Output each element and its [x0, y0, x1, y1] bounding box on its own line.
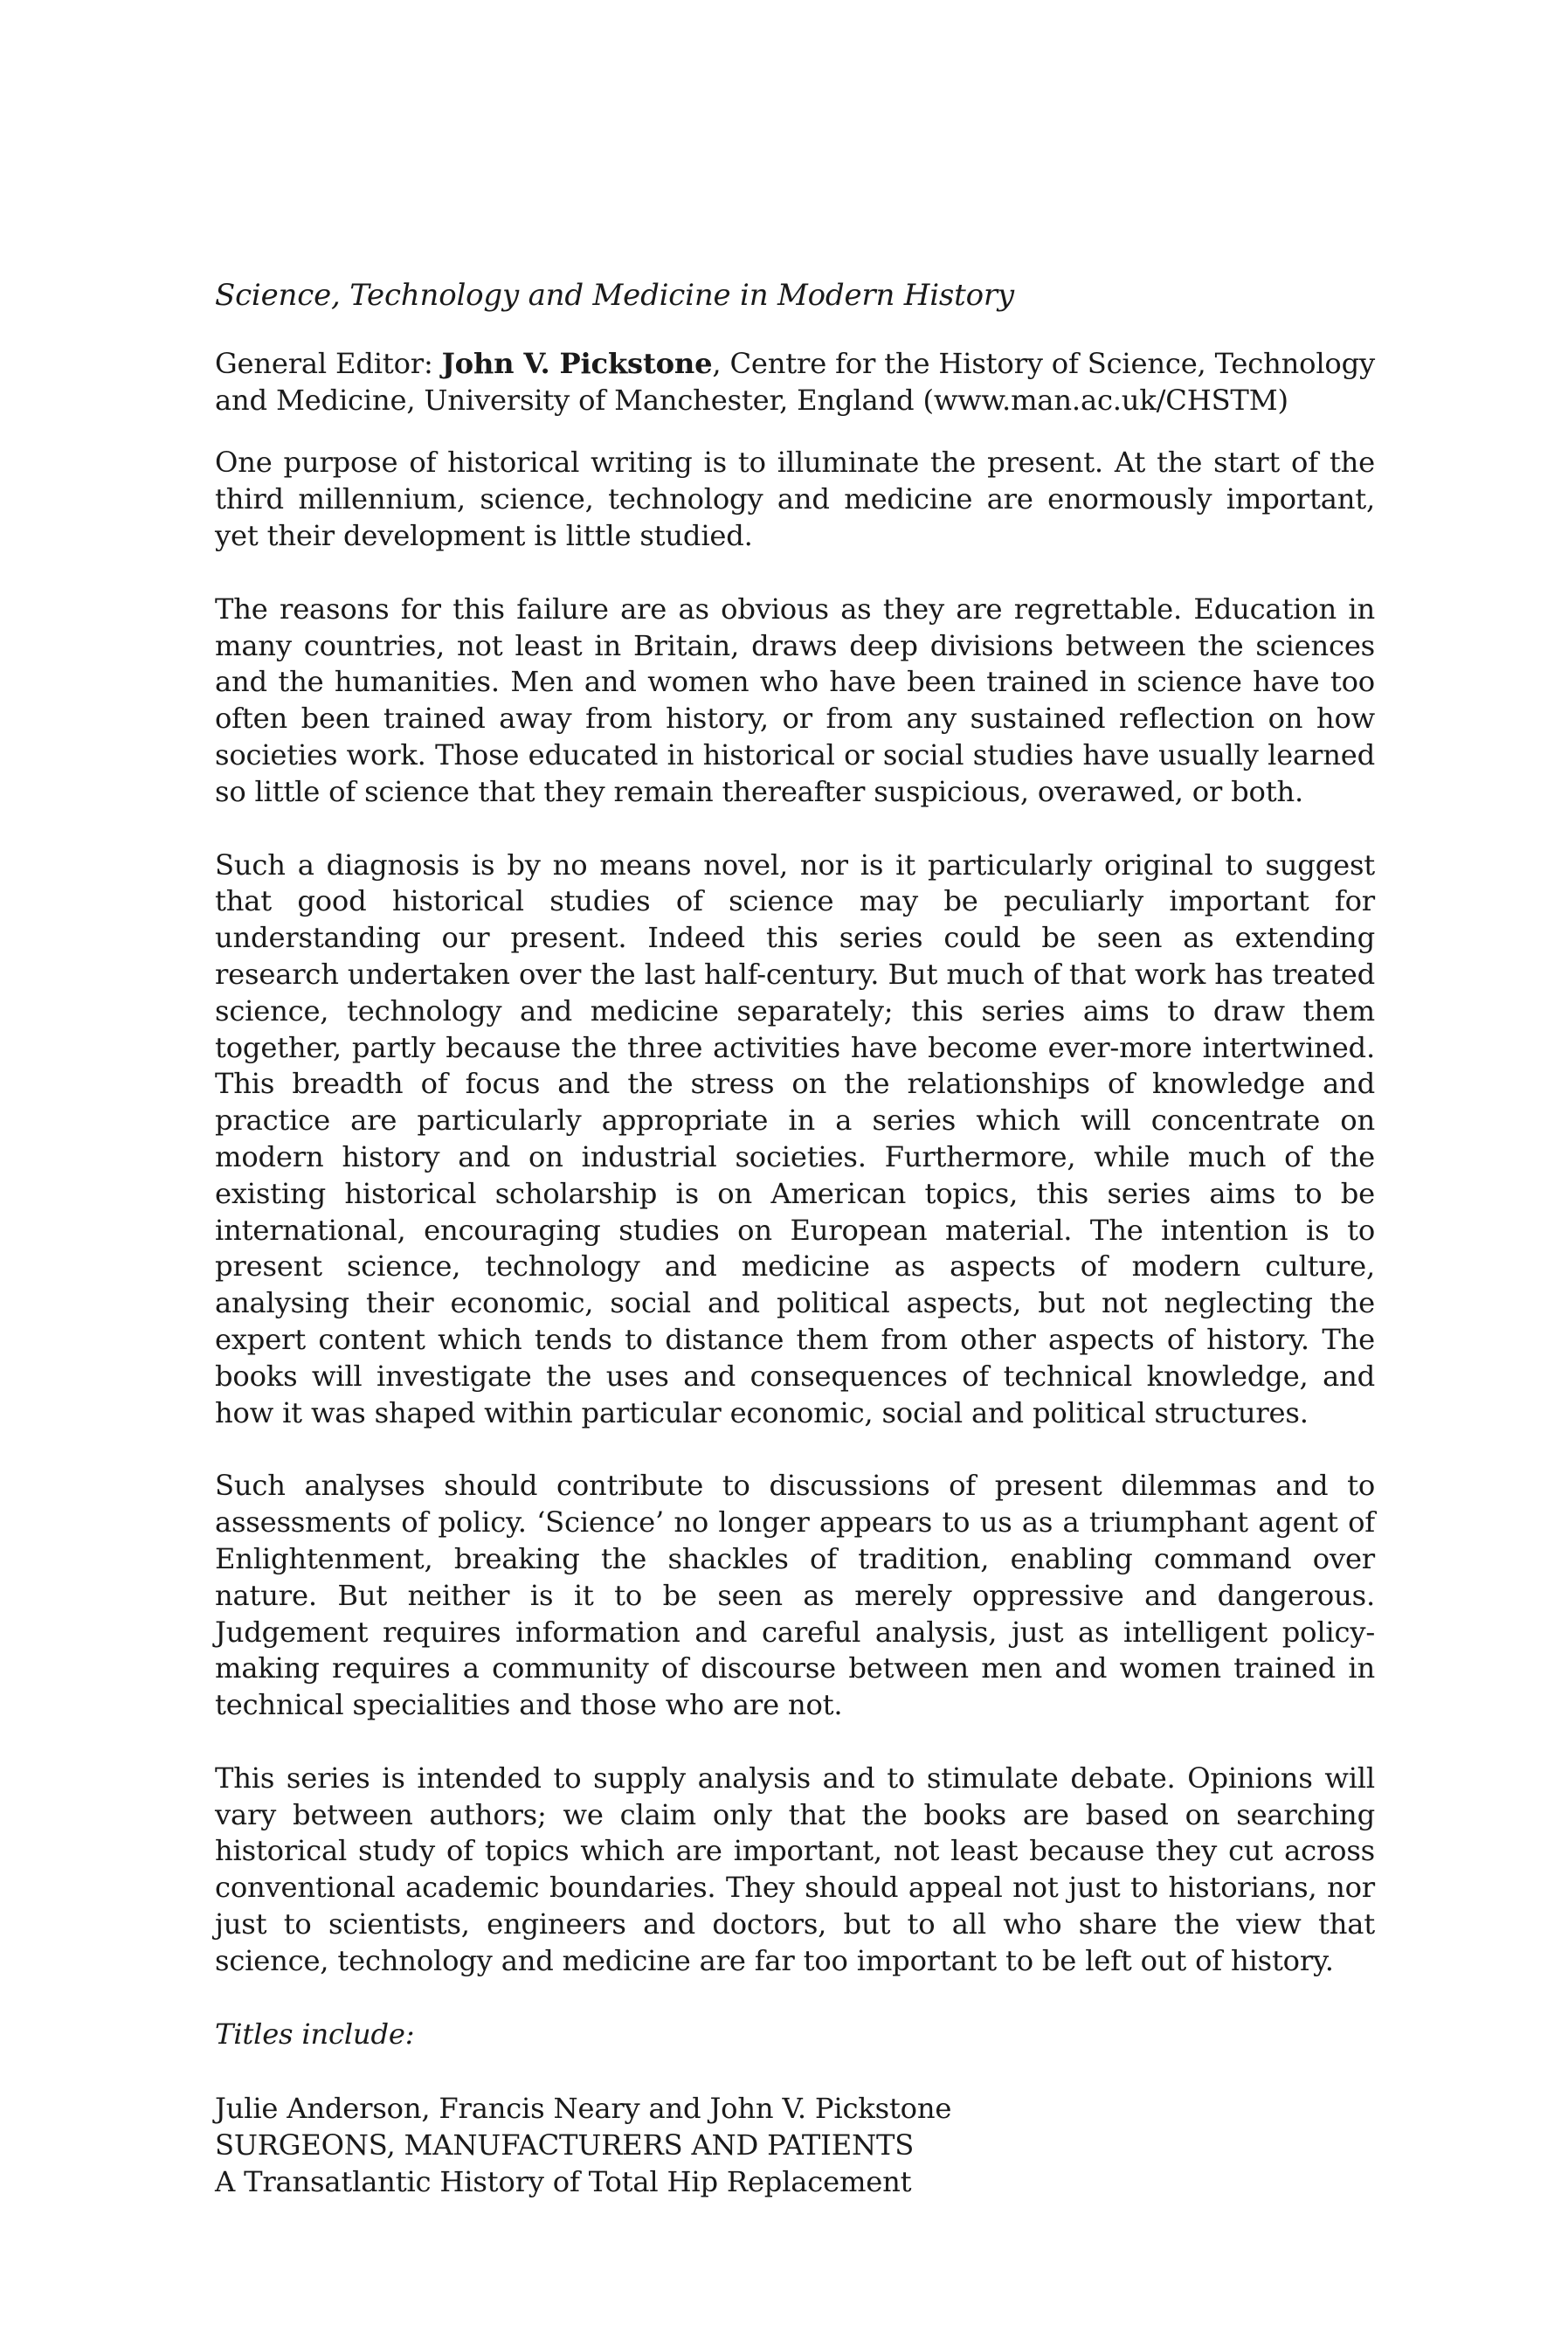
paragraph-reasons: The reasons for this failure are as obvious as they are regrettable. Education in many countries, not least in Britain, draws deep divisions between the sciences and the humanities. Men and women who have been trained in science have too often been trained away from history, or from any sustained reflection on how societies work. Those educated in historical or social studies have usually learned so little of science that they remain thereafter suspicious, overawed, or both. [215, 592, 1375, 808]
editor-prefix: General Editor: [215, 346, 442, 380]
paragraph-diagnosis: Such a diagnosis is by no means novel, nor is it particularly original to suggest that good historical studies of science may be peculiarly important for understanding our present. Indeed this series could be seen as extending research undertaken over the last half-century. But much of that work has treated science, technology and medicine separately; this series aims to draw them together, partly because the three activities have become ever-more intertwined. This breadth of focus and the stress on the relationships of knowledge and practice are particularly appropriate in a series which will concentrate on modern history and on industrial societies. Furthermore, while much of the existing historical scholarship is on American topics, this series aims to be international, encouraging studies on European material. The intention is to present science, technology and medicine as aspects of modern culture, analysing their economic, social and political aspects, but not neglecting the expert content which tends to distance them from other aspects of history. The books will investigate the uses and consequences of technical knowledge, and how it was shaped within particular economic, social and political structures. [215, 848, 1375, 1429]
book-title: SURGEONS, MANUFACTURERS AND PATIENTS [215, 2128, 915, 2162]
book-authors: Julie Anderson, Francis Neary and John V. Pickstone [215, 2092, 952, 2126]
series-title: Science, Technology and Medicine in Modern History [215, 278, 1014, 313]
editor-affiliation: , Centre for the History of Science, Technology and Medicine, University of Manchester, England (www.man.ac.uk/CHSTM) [215, 346, 1375, 417]
book-subtitle: A Transatlantic History of Total Hip Replacement [215, 2165, 912, 2199]
titles-heading: Titles include: [215, 2017, 415, 2051]
book-entry [215, 2091, 1375, 2200]
paragraph-purpose: One purpose of historical writing is to illuminate the present. At the start of the third millennium, science, technology and medicine are enormously important, yet their development is little studied. [215, 446, 1375, 552]
paragraph-analyses: Such analyses should contribute to discussions of present dilemmas and to assessments of policy. ‘Science’ no longer appears to us as a triumphant agent of Enlightenment, breaking the shackles of tradition, enabling command over nature. But neither is it to be seen as merely oppressive and dangerous. Judgement requires information and careful analysis, just as intelligent policy-making requires a community of discourse between men and women trained in technical specialities and those who are not. [215, 1469, 1375, 1722]
paragraph-intent: This series is intended to supply analysis and to stimulate debate. Opinions will vary between authors; we claim only that the books are based on searching historical study of topics which are important, not least because they cut across conventional academic boundaries. They should appeal not just to historians, nor just to scientists, engineers and doctors, but to all who share the view that science, technology and medicine are far too important to be left out of history. [215, 1761, 1375, 1977]
editor-name: John V. Pickstone [441, 346, 713, 380]
page-content [215, 278, 1375, 2201]
general-editor [215, 346, 1375, 419]
